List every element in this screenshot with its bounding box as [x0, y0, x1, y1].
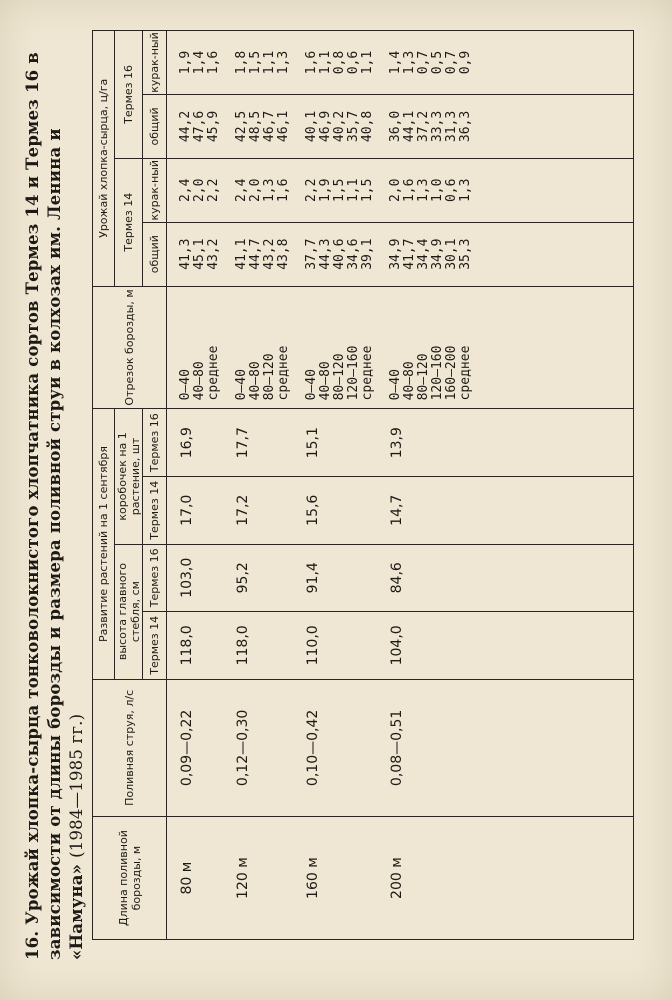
yield-t16-total-value: 31,3: [444, 110, 459, 143]
segment-value: среднее: [206, 345, 221, 401]
segment-value: среднее: [276, 345, 291, 401]
height-termez14-value: 110,0: [305, 625, 321, 666]
yield-t16-total-value: 37,2: [416, 110, 431, 143]
yield-t16-kurak-value: 0,7: [444, 50, 459, 75]
header-flow: Поливная струя, л/с: [93, 679, 167, 817]
header-bolls-termez16: Термез 16: [143, 409, 167, 477]
yield-t14-kurak-value: 2,4: [234, 178, 249, 203]
table-years: (1984—1985 гг.): [67, 713, 86, 858]
yield-t14-kurak-value: 1,3: [262, 178, 277, 203]
header-t16-kurak: курак-ный: [143, 31, 167, 95]
yield-t14-kurak-value: 2,4: [178, 178, 193, 203]
segment-value: 40—80: [192, 361, 207, 401]
furrow-length-value: 160 м: [305, 857, 321, 899]
yield-t16-kurak-value: 1,4: [192, 50, 207, 75]
yield-t14-kurak-value: 2,0: [388, 178, 403, 203]
yield-t14-total-value: 34,9: [430, 238, 445, 270]
bolls-termez16-value: 16,9: [179, 427, 195, 459]
yield-t14-kurak-value: 2,2: [206, 178, 221, 203]
furrow-length-value: 200 м: [389, 857, 405, 899]
yield-t16-total-value: 40,1: [304, 110, 319, 143]
col-t16-kurak: [167, 31, 634, 95]
yield-t14-total-value: 40,6: [332, 238, 347, 270]
yield-t14-kurak-value: 2,0: [248, 178, 263, 203]
yield-t14-total-value: 41,7: [402, 238, 417, 270]
flow-value: 0,12—0,30: [235, 709, 251, 787]
segment-value: среднее: [458, 345, 473, 401]
table-number: 16.: [23, 930, 42, 960]
segment-value: среднее: [360, 345, 375, 401]
furrow-length-value: 80 м: [179, 861, 195, 895]
yield-t16-kurak-value: 1,1: [318, 50, 333, 75]
bolls-termez16-value: 15,1: [305, 427, 321, 459]
yield-t14-total-value: 43,2: [206, 238, 221, 270]
yield-t14-total-value: 45,1: [192, 238, 207, 270]
yield-t14-total-value: 35,3: [458, 238, 473, 270]
yield-t16-kurak-value: 1,5: [248, 50, 263, 75]
yield-t16-kurak-value: 0,9: [458, 50, 473, 75]
bolls-termez14-value: 15,6: [305, 494, 321, 526]
flow-value: 0,10—0,42: [305, 709, 321, 787]
col-t14-kurak: [167, 158, 634, 222]
furrow-length-value: 120 м: [235, 857, 251, 899]
yield-t14-kurak-value: 1,3: [416, 178, 431, 203]
yield-t16-total-value: 47,6: [192, 110, 207, 143]
bolls-termez14-value: 17,2: [235, 494, 251, 526]
bolls-termez16-value: 17,7: [235, 427, 251, 459]
yield-t14-total-value: 43,8: [276, 238, 291, 270]
yield-t14-kurak-value: 2,2: [304, 178, 319, 203]
yield-t14-kurak-value: 1,9: [318, 178, 333, 203]
yield-t14-total-value: 34,9: [388, 238, 403, 270]
yield-t16-total-value: 42,5: [234, 110, 249, 143]
yield-t16-kurak-value: 0,7: [416, 50, 431, 75]
segment-value: 80—120: [332, 353, 347, 401]
yield-t16-total-value: 35,7: [346, 110, 361, 143]
col-h16: [167, 544, 634, 612]
header-development: Развитие растений на 1 сентября: [93, 409, 115, 679]
segment-value: 80—120: [416, 353, 431, 401]
segment-value: 0—40: [388, 369, 403, 401]
flow-value: 0,08—0,51: [389, 709, 405, 787]
yield-t16-kurak-value: 1,6: [206, 50, 221, 75]
header-height-termez16: Термез 16: [143, 544, 167, 612]
header-bolls: коробочек на 1 растение, шт: [115, 409, 143, 544]
segment-value: 0—40: [178, 369, 193, 401]
yield-t14-total-value: 44,7: [248, 238, 263, 270]
yield-t16-total-value: 46,1: [276, 110, 291, 143]
yield-t16-kurak-value: 0,8: [332, 50, 347, 75]
table-caption: [22, 30, 88, 960]
segment-value: 80—120: [262, 353, 277, 401]
yield-t16-kurak-value: 1,8: [234, 50, 249, 75]
yield-t16-kurak-value: 1,4: [388, 50, 403, 75]
col-b14: [167, 476, 634, 544]
yield-t16-kurak-value: 1,1: [262, 50, 277, 75]
yield-t16-kurak-value: 0,5: [430, 50, 445, 75]
yield-t14-kurak-value: 1,1: [346, 178, 361, 203]
col-b16: [167, 409, 634, 477]
header-segment: Отрезок борозды, м: [93, 286, 167, 409]
bolls-termez14-value: 14,7: [389, 494, 405, 526]
yield-t16-total-value: 33,3: [430, 110, 445, 143]
yield-t16-total-value: 40,8: [360, 110, 375, 143]
col-length: [167, 817, 634, 940]
height-termez16-value: 95,2: [235, 562, 251, 594]
segment-value: 0—40: [304, 369, 319, 401]
yield-t16-total-value: 46,7: [262, 110, 277, 143]
yield-t14-kurak-value: 1,5: [360, 178, 375, 203]
yield-t16-total-value: 36,3: [458, 110, 473, 143]
yield-t14-kurak-value: 1,3: [458, 178, 473, 203]
header-height-termez14: Термез 14: [143, 612, 167, 680]
yield-t16-total-value: 45,9: [206, 110, 221, 143]
height-termez14-value: 118,0: [179, 625, 195, 666]
yield-t14-kurak-value: 0,6: [444, 178, 459, 203]
col-t16-total: [167, 94, 634, 158]
height-termez16-value: 103,0: [179, 557, 195, 598]
yield-t14-total-value: 41,1: [234, 238, 249, 270]
yield-t16-kurak-value: 1,6: [304, 50, 319, 75]
header-furrow-length: Длина поливной борозды, м: [93, 817, 167, 940]
yield-t14-total-value: 43,2: [262, 238, 277, 270]
segment-value: 40—80: [402, 361, 417, 401]
yield-t16-total-value: 44,1: [402, 110, 417, 143]
col-t14-total: [167, 222, 634, 286]
header-t16-total: общий: [143, 94, 167, 158]
bolls-termez16-value: 13,9: [389, 427, 405, 459]
yield-t16-kurak-value: 1,9: [178, 50, 193, 75]
flow-value: 0,09—0,22: [179, 709, 195, 787]
yield-t14-total-value: 34,4: [416, 238, 431, 270]
header-t14-total: общий: [143, 222, 167, 286]
yield-t14-total-value: 30,1: [444, 238, 459, 270]
yield-t14-kurak-value: 1,6: [276, 178, 291, 203]
yield-t14-total-value: 39,1: [360, 238, 375, 270]
yield-t16-kurak-value: 1,3: [402, 50, 417, 75]
segment-value: 120—160: [346, 345, 361, 401]
bolls-termez14-value: 17,0: [179, 494, 195, 526]
yield-t16-total-value: 36,0: [388, 110, 403, 143]
height-termez16-value: 84,6: [389, 562, 405, 594]
header-yield-termez16: Термез 16: [115, 31, 143, 159]
yield-t14-kurak-value: 1,6: [402, 178, 417, 203]
segment-value: 0—40: [234, 369, 249, 401]
yield-t16-kurak-value: 1,3: [276, 50, 291, 75]
yield-t14-kurak-value: 1,0: [430, 178, 445, 203]
yield-t14-kurak-value: 1,5: [332, 178, 347, 203]
yield-t14-total-value: 44,3: [318, 238, 333, 270]
yield-t14-total-value: 37,7: [304, 238, 319, 270]
yield-t14-kurak-value: 2,0: [192, 178, 207, 203]
col-h14: [167, 612, 634, 680]
yield-t16-total-value: 46,9: [318, 110, 333, 143]
yield-t14-total-value: 34,6: [346, 238, 361, 270]
segment-value: 120—160: [430, 345, 445, 401]
header-bolls-termez14: Термез 14: [143, 476, 167, 544]
yield-t16-total-value: 44,2: [178, 110, 193, 143]
segment-value: 160—200: [444, 345, 459, 401]
yield-t16-total-value: 48,5: [248, 110, 263, 143]
header-yield: Урожай хлопка-сырца, ц/га: [93, 31, 115, 287]
header-t14-kurak: курак-ный: [143, 158, 167, 222]
segment-value: 40—80: [248, 361, 263, 401]
height-termez14-value: 104,0: [389, 625, 405, 666]
yield-t16-kurak-value: 1,1: [360, 50, 375, 75]
table-title: Урожай хлопка-сырца тонковолокнистого хлопчатника сортов Термез 14 и Термез 16 в зависимости от длины борозды и размера поливной струи в колхозах им. Ленина и «Намуна»: [23, 52, 86, 960]
header-yield-termez14: Термез 14: [115, 158, 143, 286]
header-height: высота главного стебля, см: [115, 544, 143, 679]
yield-t16-total-value: 40,2: [332, 110, 347, 143]
col-segments: [167, 286, 634, 409]
height-termez14-value: 118,0: [235, 625, 251, 666]
yield-t16-kurak-value: 0,6: [346, 50, 361, 75]
yield-table: [92, 30, 634, 940]
yield-t14-total-value: 41,3: [178, 238, 193, 270]
segment-value: 40—80: [318, 361, 333, 401]
height-termez16-value: 91,4: [305, 562, 321, 594]
col-flow: [167, 679, 634, 817]
